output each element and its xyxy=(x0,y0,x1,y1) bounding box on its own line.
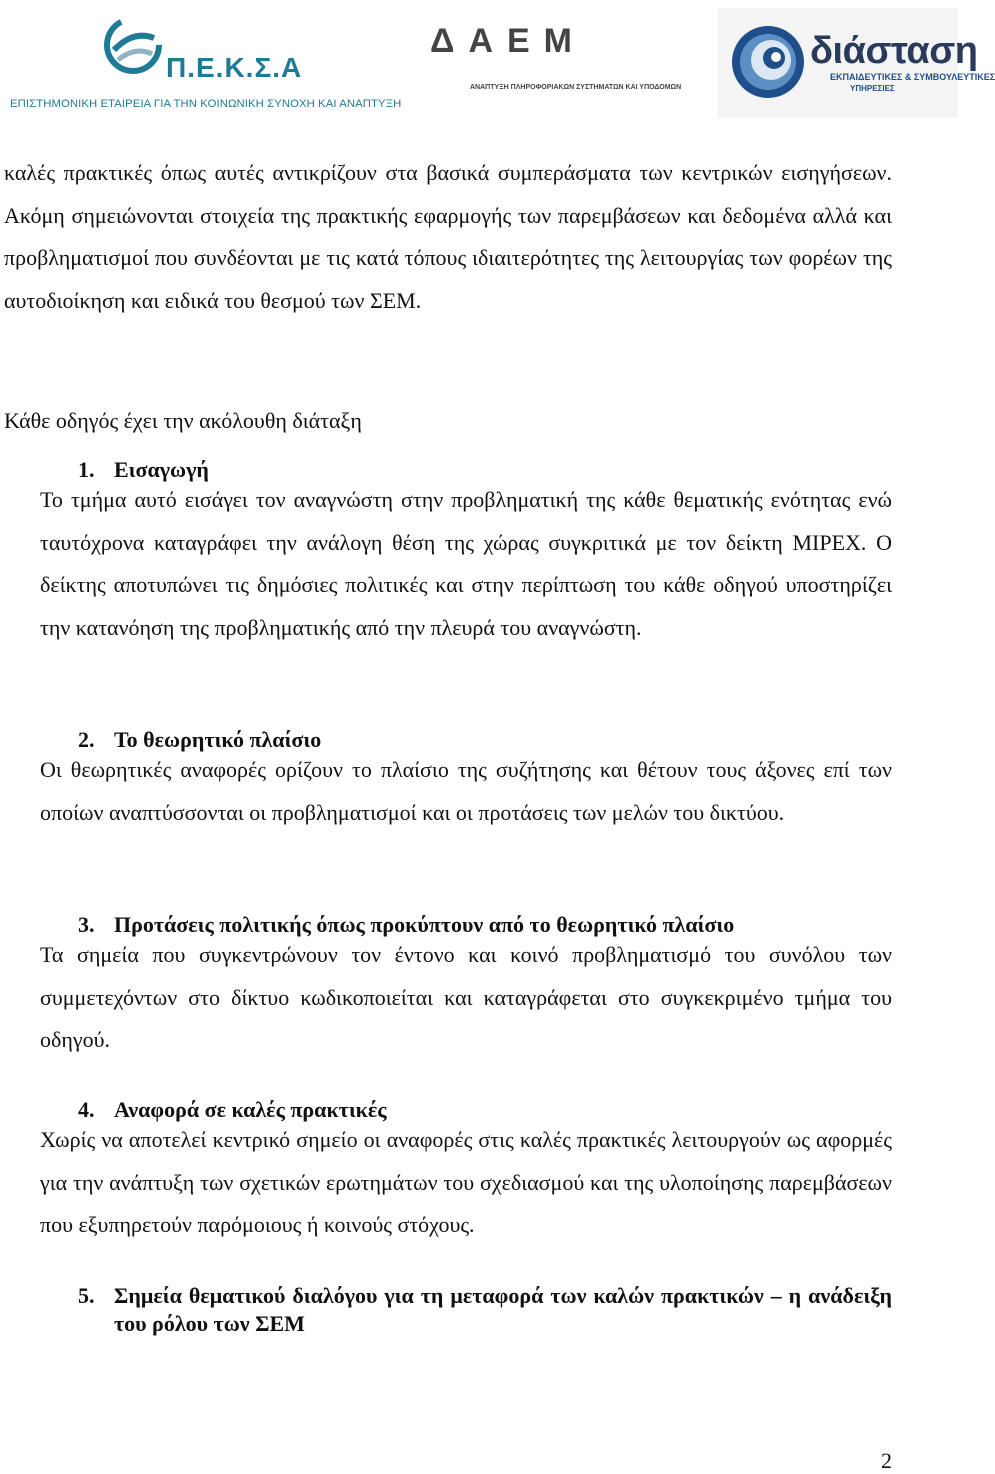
layout-intro: Κάθε οδηγός έχει την ακόλουθη διάταξη xyxy=(4,408,362,433)
section-body-3: Τα σημεία που συγκεντρώνουν τον έντονο και κοινό προβληματισμό του συνόλου των συμμετεχόντων στο δίκτυο κωδικοποιείται και καταγράφεται στο συγκεκριμένο τμήμα του οδηγού. xyxy=(40,942,892,1053)
section-body-2: Οι θεωρητικές αναφορές ορίζουν το πλαίσιο της συζήτησης και θέτουν τους άξονες επί των οποίων αναπτύσσονται οι προβληματισμοί και οι προτάσεις των μελών του δικτύου. xyxy=(40,757,892,825)
diastasi-name: διάσταση xyxy=(810,30,978,72)
section-number: 5. xyxy=(78,1283,95,1308)
section-title: Το θεωρητικό πλαίσιο xyxy=(114,727,322,752)
peksa-emblem-icon xyxy=(104,16,162,74)
section-body-1: Το τμήμα αυτό εισάγει τον αναγνώστη στην προβληματική της κάθε θεματικής ενότητας ενώ ταυτόχρονα καταγράφει την ανάλογη θέση της χώρας συγκριτικά με τον δείκτη MIPEX. Ο δείκτης αποτυπώνει τις δημόσιες πολιτικές και στην περίπτωση του κάθε οδηγού υποστηρίζει την κατανόηση της προβληματικής από την πλευρά του αναγνώστη. xyxy=(40,487,892,640)
diastasi-swirl-icon xyxy=(728,22,808,102)
intro-paragraph: καλές πρακτικές όπως αυτές αντικρίζουν στα βασικά συμπεράσματα των κεντρικών εισηγήσεων. Ακόμη σημειώνονται στοιχεία της πρακτικής εφαρμογής των παρεμβάσεων και δεδομένα αλλά και προβληματισμοί που συνδέονται με τις κατά τόπους ιδιαιτερότητες της λειτουργίας των φορέων της αυτοδιοίκηση και ειδικά του θεσμού των ΣΕΜ. xyxy=(4,160,892,313)
section-title: Αναφορά σε καλές πρακτικές xyxy=(114,1097,387,1122)
section-number: 1. xyxy=(78,457,95,482)
daem-name: ΔΑΕΜ xyxy=(430,22,586,60)
page-number: 2 xyxy=(881,1448,892,1473)
diastasi-tagline-1: ΕΚΠΑΙΔΕΥΤΙΚΕΣ & ΣΥΜΒΟΥΛΕΥΤΙΚΕΣ xyxy=(830,72,995,82)
section-body-4: Χωρίς να αποτελεί κεντρικό σημείο οι αναφορές στις καλές πρακτικές λειτουργούν ως αφορμές για την ανάπτυξη των σχετικών ερωτημάτων του σχεδιασμού και της υλοποίησης παρεμβάσεων που εξυπηρετούν παρόμοιους ή κοινούς στόχους. xyxy=(40,1127,892,1238)
section-number: 2. xyxy=(78,727,95,752)
diastasi-tagline-2: ΥΠΗΡΕΣΙΕΣ xyxy=(850,84,895,93)
section-heading-5 xyxy=(78,1282,892,1338)
peksa-logo xyxy=(8,14,402,110)
daem-tagline: ΑΝΑΠΤΥΞΗ ΠΛΗΡΟΦΟΡΙΑΚΩΝ ΣΥΣΤΗΜΑΤΩΝ ΚΑΙ ΥΠΟΔΟΜΩΝ xyxy=(470,84,682,91)
section-number: 4. xyxy=(78,1097,95,1122)
section-title: Εισαγωγή xyxy=(114,457,209,482)
section-title: Σημεία θεματικού διαλόγου για τη μεταφορά των καλών πρακτικών – η ανάδειξη του ρόλου των ΣΕΜ xyxy=(114,1283,892,1336)
peksa-name: Π.Ε.Κ.Σ.Α xyxy=(166,52,303,83)
diastasi-logo xyxy=(718,8,995,118)
section-number: 3. xyxy=(78,912,95,937)
section-title: Προτάσεις πολιτικής όπως προκύπτουν από το θεωρητικό πλαίσιο xyxy=(114,912,735,937)
daem-logo xyxy=(430,22,682,102)
peksa-tagline: ΕΠΙΣΤΗΜΟΝΙΚΗ ΕΤΑΙΡΕΙΑ ΓΙΑ ΤΗΝ ΚΟΙΝΩΝΙΚΗ ΣΥΝΟΧΗ ΚΑΙ ΑΝΑΠΤΥΞΗ xyxy=(10,98,402,110)
